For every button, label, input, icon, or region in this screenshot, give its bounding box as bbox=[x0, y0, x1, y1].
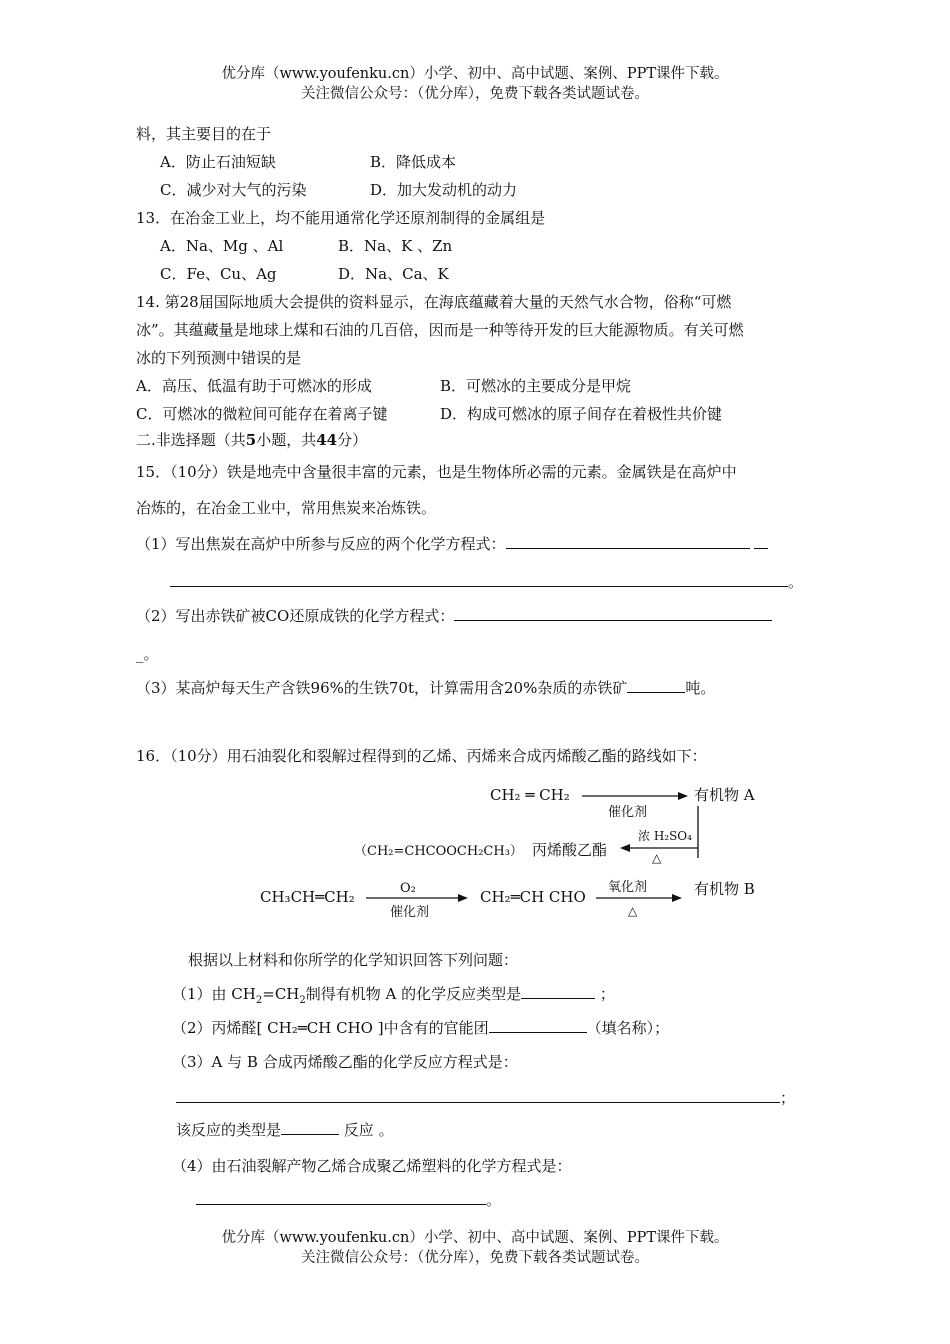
q15-part-1-blank-c[interactable] bbox=[170, 572, 788, 587]
q16-stem: 16．（10分）用石油裂化和裂解过程得到的乙烯、丙烯来合成丙烯酸乙酯的路线如下： bbox=[136, 747, 707, 765]
q12-option-c: C．减少对大气的污染 bbox=[160, 181, 307, 199]
q16-part-4-blank[interactable] bbox=[196, 1190, 486, 1205]
q15-part-2 bbox=[136, 606, 772, 626]
q16-part-1-mid: =CH bbox=[262, 985, 300, 1003]
q16-part-1-blank[interactable] bbox=[521, 984, 595, 999]
diagram-oxidant: 氧化剂 bbox=[608, 880, 648, 895]
q16-part-2-blank[interactable] bbox=[489, 1018, 587, 1033]
q16-part-1-text: 制得有机物 A 的化学反应类型是 bbox=[305, 985, 522, 1003]
q16-part-4-text: （4）由石油裂解产物乙烯合成聚乙烯塑料的化学方程式是： bbox=[172, 1157, 572, 1175]
diagram-arrowhead-2 bbox=[620, 844, 630, 852]
q13-option-d: D．Na、Ca、K bbox=[338, 265, 449, 283]
diagram-ester-formula: （CH₂=CHCOOCH₂CH₃） bbox=[354, 844, 523, 859]
header-line-2: 关注微信公众号：（优分库），免费下载各类试题试卷。 bbox=[301, 86, 649, 102]
section-heading-pre: 二.非选择题（共 bbox=[136, 431, 246, 449]
q13-stem: 13．在冶金工业上，均不能用通常化学还原剂制得的金属组是 bbox=[136, 209, 546, 227]
q15-stem-line-2: 冶炼的，在冶金工业中，常用焦炭来冶炼铁。 bbox=[136, 499, 437, 517]
q15-part-2-blank[interactable] bbox=[454, 606, 772, 621]
diagram-ethylene: CH₂ ═ CH₂ bbox=[490, 786, 570, 804]
q16-part-1-sub-1: 2 bbox=[255, 995, 263, 1006]
q16-part-3-type bbox=[176, 1120, 394, 1140]
diagram-arrowhead-4 bbox=[672, 894, 682, 902]
q16-part-4-line bbox=[196, 1190, 501, 1210]
diagram-product-b: 有机物 B bbox=[694, 880, 755, 898]
q16-part-2-end: （填名称）； bbox=[586, 1019, 670, 1037]
diagram-oxygen: O₂ bbox=[400, 881, 416, 896]
diagram-catalyst-3: 催化剂 bbox=[390, 905, 430, 920]
q16-part-1-end: ； bbox=[599, 985, 615, 1003]
q15-stem-line-1: 15．（10分）铁是地壳中含量很丰富的元素，也是生物体所必需的元素。金属铁是在高炉中 bbox=[136, 463, 737, 481]
q15-part-3-blank[interactable] bbox=[627, 678, 685, 693]
q16-part-2-text: （2）丙烯醛[ CH₂═CH CHO ]中含有的官能团 bbox=[172, 1019, 489, 1037]
section-heading-mid: 小题，共 bbox=[256, 431, 317, 449]
q16-part-1 bbox=[172, 984, 615, 1011]
diagram-arrowhead-1 bbox=[678, 792, 688, 800]
q14-option-c: C．可燃冰的微粒间可能存在着离子键 bbox=[136, 405, 388, 423]
q16-part-3-blank[interactable] bbox=[176, 1088, 780, 1103]
q14-option-d: D．构成可燃冰的原子间存在着极性共价键 bbox=[440, 405, 723, 423]
q15-part-3-text: （3）某高炉每天生产含铁96%的生铁70t，计算需用含20%杂质的赤铁矿 bbox=[136, 679, 628, 697]
diagram-heat-2: △ bbox=[652, 851, 662, 865]
diagram-catalyst-1: 催化剂 bbox=[608, 805, 648, 820]
q14-option-a: A．高压、低温有助于可燃冰的形成 bbox=[136, 377, 372, 395]
q12-option-d: D．加大发动机的动力 bbox=[370, 181, 518, 199]
diagram-propylene: CH₃CH═CH₂ bbox=[260, 888, 355, 906]
q15-part-2-end: _。 bbox=[136, 645, 159, 663]
q16-part-1-sub-2: 2 bbox=[299, 995, 306, 1006]
q14-option-b: B．可燃冰的主要成分是甲烷 bbox=[440, 377, 632, 395]
q15-part-2-text: （2）写出赤铁矿被CO还原成铁的化学方程式： bbox=[136, 607, 455, 625]
diagram-product-a: 有机物 A bbox=[694, 786, 755, 804]
diagram-ester-name: 丙烯酸乙酯 bbox=[532, 841, 608, 859]
q13-option-a: A．Na、Mg 、Al bbox=[160, 237, 284, 255]
q16-part-3-type-blank[interactable] bbox=[281, 1120, 339, 1135]
q15-part-1-blank-a[interactable] bbox=[506, 534, 750, 549]
q15-part-1-text: （1）写出焦炭在高炉中所参与反应的两个化学方程式： bbox=[136, 535, 506, 553]
q12-stem-continuation: 料，其主要目的在于 bbox=[136, 125, 272, 143]
q14-stem-line-3: 冰的下列预测中错误的是 bbox=[136, 349, 302, 367]
diagram-acid-catalyst: 浓 H₂SO₄ bbox=[638, 829, 692, 843]
q12-option-a: A．防止石油短缺 bbox=[160, 153, 276, 171]
q15-part-3-end: 吨。 bbox=[685, 679, 716, 697]
q13-option-b: B．Na、K 、Zn bbox=[338, 237, 453, 255]
diagram-acrolein: CH₂═CH CHO bbox=[480, 888, 586, 906]
q14-stem-line-1: 14. 第28届国际地质大会提供的资料显示，在海底蕴藏着大量的天然气水合物，俗称“可燃 bbox=[136, 293, 732, 311]
q16-intro: 根据以上材料和你所学的化学知识回答下列问题： bbox=[188, 951, 519, 969]
q15-part-1 bbox=[136, 534, 768, 554]
q15-part-3 bbox=[136, 678, 715, 698]
q16-part-4-end: 。 bbox=[486, 1191, 502, 1209]
q16-part-2 bbox=[172, 1018, 669, 1038]
diagram-arrowhead-3 bbox=[458, 894, 468, 902]
q16-part-1-pre: （1）由 CH bbox=[172, 985, 256, 1003]
q16-part-3-type-text: 该反应的类型是 bbox=[176, 1121, 282, 1139]
q16-part-3-type-end: 反应 。 bbox=[343, 1121, 394, 1139]
q14-stem-line-2: 冰”。其蕴藏量是地球上煤和石油的几百倍，因而是一种等待开发的巨大能源物质。有关可燃 bbox=[136, 321, 744, 339]
section-question-count: 5 bbox=[245, 431, 257, 449]
footer-line-2: 关注微信公众号：（优分库），免费下载各类试题试卷。 bbox=[301, 1250, 649, 1266]
synthesis-route-diagram bbox=[250, 776, 770, 926]
q16-part-3-end: ； bbox=[780, 1089, 796, 1107]
q15-part-1-end: 。 bbox=[788, 573, 804, 591]
footer-line-1: 优分库（www.youfenku.cn）小学、初中、高中试题、案例、PPT课件下载。 bbox=[221, 1230, 729, 1246]
q15-part-1-line-2 bbox=[170, 572, 803, 592]
q16-part-3-line bbox=[176, 1088, 795, 1108]
q15-part-1-blank-b[interactable] bbox=[754, 534, 768, 549]
section-heading bbox=[136, 430, 367, 450]
q16-part-3-text: （3）A 与 B 合成丙烯酸乙酯的化学反应方程式是： bbox=[172, 1053, 518, 1071]
header-line-1: 优分库（www.youfenku.cn）小学、初中、高中试题、案例、PPT课件下载。 bbox=[221, 66, 729, 82]
q13-option-c: C．Fe、Cu、Ag bbox=[160, 265, 277, 283]
diagram-heat-4: △ bbox=[628, 904, 638, 918]
q12-option-b: B．降低成本 bbox=[370, 153, 457, 171]
section-heading-post: 分） bbox=[337, 431, 368, 449]
section-total-score: 44 bbox=[316, 431, 338, 449]
